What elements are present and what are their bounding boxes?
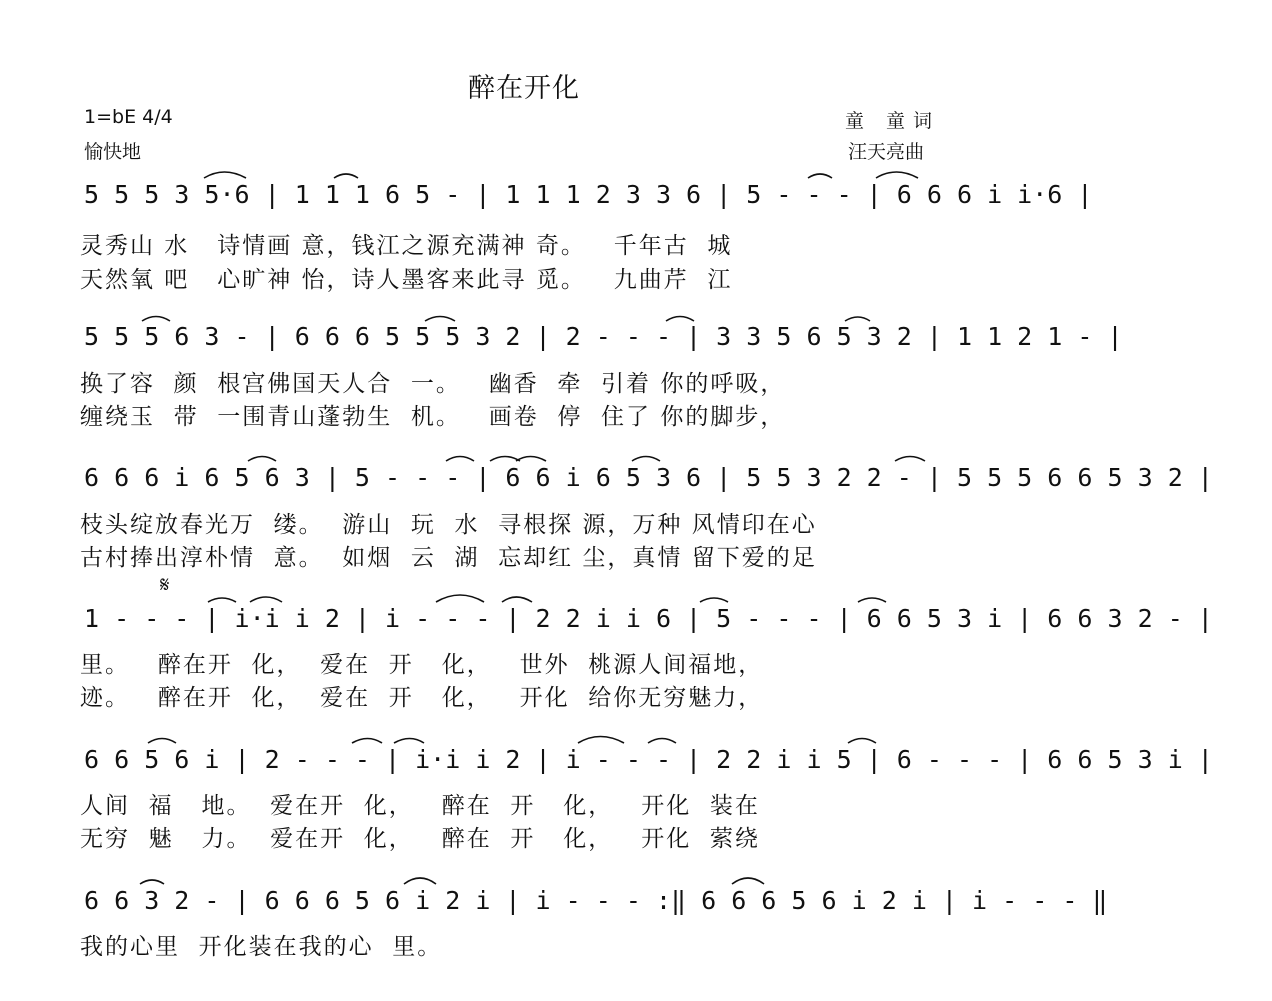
notation-line-2: 5 5 5 6 3 - | 6 6 6 5 5 5 3 2 | 2 - - - | 3 3 5 6 5 3 2 | 1 1 2 1 - | <box>84 322 1123 351</box>
slur-9 <box>248 457 276 462</box>
lyrics-line-2-verse-2: 缠绕玉 带 一围青山蓬勃生 机。 画卷 停 住了 你的脚步， <box>80 404 786 430</box>
slur-2 <box>334 174 358 178</box>
slur-24 <box>578 737 624 744</box>
song-title: 醉在开化 <box>468 73 580 104</box>
slur-26 <box>848 739 876 744</box>
lyrics-line-4-verse-1: 里。 醉在开 化， 爱在 开 化， 世外 桃源人间福地， <box>80 652 764 678</box>
notation-line-6: 6 6 3 2 - | 6 6 6 5 6 i 2 i | i - - - :‖ 6 6 6 5 6 i 2 i | i - - - ‖ <box>84 886 1108 915</box>
slur-14 <box>895 457 925 462</box>
composer-credit: 汪天亮曲 <box>848 141 925 163</box>
slur-11 <box>490 457 520 462</box>
tempo-marking: 愉快地 <box>84 141 142 163</box>
slur-7 <box>666 317 694 322</box>
lyrics-line-1-verse-2: 天然氧 吧 心旷神 怡，诗人墨客来此寻 觅。 九曲芹 江 <box>80 267 733 293</box>
lyrics-line-3-verse-1: 枝头绽放春光万 缕。 游山 玩 水 寻根探 源，万种 风情印在心 <box>80 512 817 538</box>
slur-29 <box>732 878 764 884</box>
slur-17 <box>436 595 484 602</box>
slur-10 <box>446 457 474 462</box>
slur-25 <box>648 739 676 744</box>
notation-line-5: 6 6 5 6 i | 2 - - - | i·i i 2 | i - - - | 2 2 i i 5 | 6 - - - | 6 6 5 3 i | <box>84 745 1213 774</box>
slur-8 <box>845 317 870 321</box>
lyrics-line-5-verse-2: 无穷 魅 力。 爱在开 化， 醉在 开 化， 开化 萦绕 <box>80 826 760 852</box>
slur-23 <box>394 739 424 744</box>
lyrics-line-1-verse-1: 灵秀山 水 诗情画 意，钱江之源充满神 奇。 千年古 城 <box>80 233 733 259</box>
slur-20 <box>858 598 886 602</box>
lyrics-line-3-verse-2: 古村捧出淳朴情 意。 如烟 云 湖 忘却红 尘，真情 留下爱的足 <box>80 545 817 571</box>
slur-3 <box>808 174 832 178</box>
slur-4 <box>876 172 918 178</box>
lyrics-line-6-verse-1: 我的心里 开化装在我的心 里。 <box>80 934 443 960</box>
notation-line-4: 1 - - - | i·i i 2 | i - - - | 2 2 i i 6 | 5 - - - | 6 6 5 3 i | 6 6 3 2 - | <box>84 604 1213 633</box>
segno-sign: 𝄋 <box>160 573 170 598</box>
slur-16 <box>250 597 282 602</box>
slur-27 <box>140 880 164 884</box>
key-signature: 1=bE 4/4 <box>84 106 173 128</box>
slur-28 <box>404 878 436 884</box>
slur-19 <box>700 598 728 602</box>
slur-5 <box>142 317 170 322</box>
slur-15 <box>208 598 236 602</box>
lyrics-line-5-verse-1: 人间 福 地。 爱在开 化， 醉在 开 化， 开化 装在 <box>80 793 760 819</box>
slur-6 <box>425 317 455 322</box>
lyricist-credit: 童 童词 <box>845 110 941 132</box>
slur-21 <box>148 739 176 744</box>
slur-1 <box>204 172 246 178</box>
slur-12 <box>516 457 546 462</box>
lyrics-line-4-verse-2: 迹。 醉在开 化， 爱在 开 化， 开化 给你无穷魅力， <box>80 685 764 711</box>
notation-line-3: 6 6 6 i 6 5 6 3 | 5 - - - | 6 6 i 6 5 3 6 | 5 5 3 2 2 - | 5 5 5 6 6 5 3 2 | <box>84 463 1213 492</box>
slur-18 <box>502 597 532 602</box>
slur-22 <box>352 739 382 744</box>
notation-line-1: 5 5 5 3 5·6 | 1 1 1 6 5 - | 1 1 1 2 3 3 6 | 5 - - - | 6 6 6 i i·6 | <box>84 180 1093 209</box>
lyrics-line-2-verse-1: 换了容 颜 根宫佛国天人合 一。 幽香 牵 引着 你的呼吸， <box>80 371 786 397</box>
slur-13 <box>632 457 660 462</box>
